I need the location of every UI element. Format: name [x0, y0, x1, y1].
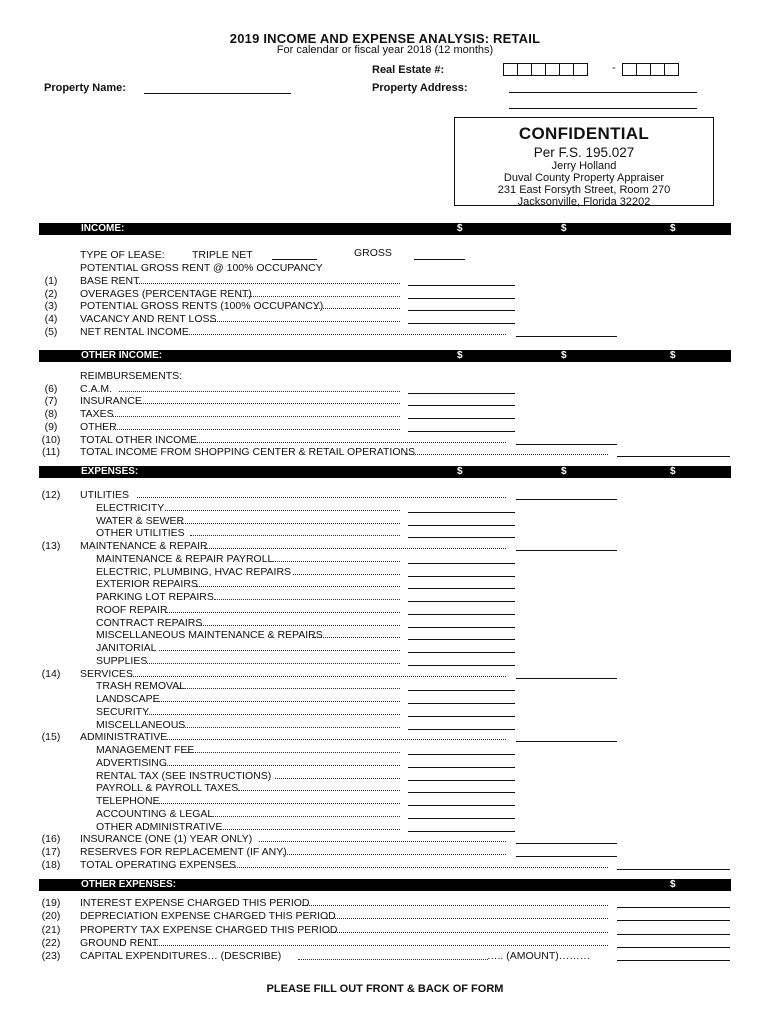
line-number: (18) [41, 858, 61, 871]
amount-field[interactable] [408, 627, 515, 628]
amount-field[interactable] [408, 652, 515, 653]
form-line [0, 859, 770, 872]
leader-dots [167, 732, 506, 740]
amount-field[interactable] [516, 444, 617, 445]
amount-field[interactable] [408, 639, 515, 640]
amount-field[interactable] [408, 805, 515, 806]
col2-dollar: $ [561, 350, 567, 361]
form-line [0, 421, 770, 434]
amount-field[interactable] [516, 550, 617, 551]
amount-field[interactable] [617, 947, 730, 948]
line-label: UTILITIES [80, 489, 130, 501]
leader-dots [147, 707, 400, 715]
form-line [0, 833, 770, 846]
form-line [0, 910, 770, 923]
property-name-field[interactable] [144, 93, 291, 94]
leader-dots [113, 422, 401, 430]
amount-field[interactable] [408, 690, 515, 691]
form-line [0, 808, 770, 821]
re-digit-box[interactable] [622, 63, 637, 76]
line-label: OTHER UTILITIES [96, 527, 185, 540]
amount-field[interactable] [516, 678, 617, 679]
line-number: (19) [41, 897, 61, 909]
amount-field[interactable] [408, 525, 515, 526]
line-label: TRASH REMOVAL [96, 680, 186, 693]
amount-field[interactable] [408, 703, 515, 704]
line-label: VACANCY AND RENT LOSS [80, 313, 217, 326]
form-line [0, 795, 770, 808]
line-number: (13) [41, 540, 61, 552]
re-digit-box[interactable] [545, 63, 560, 76]
gross-field[interactable] [414, 259, 465, 260]
other-income-label: OTHER INCOME: [81, 350, 163, 361]
real-estate-suffix-boxes[interactable] [622, 63, 678, 76]
leader-dots [119, 384, 400, 392]
leader-dots [196, 618, 400, 626]
line-label: PAYROLL & PAYROLL TAXES [96, 782, 239, 795]
form-line [0, 719, 770, 732]
line-label: MAINTENANCE & REPAIR [80, 540, 208, 552]
other-income-section-header [39, 350, 731, 362]
line-number: (12) [41, 489, 61, 501]
appraiser-name: Jerry Holland [551, 160, 617, 172]
amount-field[interactable] [408, 601, 515, 602]
leader-dots [177, 720, 400, 728]
line-label: TOTAL OTHER INCOME [80, 433, 198, 446]
line-number: (20) [41, 910, 61, 923]
property-address-label: Property Address: [372, 82, 468, 94]
form-line [0, 693, 770, 706]
footer-instruction: PLEASE FILL OUT FRONT & BACK OF FORM [266, 983, 504, 995]
amount-field[interactable] [408, 310, 515, 311]
re-digit-box[interactable] [636, 63, 651, 76]
amount-field[interactable] [408, 393, 515, 394]
leader-dots [405, 447, 608, 455]
leader-dots [147, 656, 400, 664]
form-line [0, 668, 770, 681]
leader-dots [283, 847, 506, 855]
leader-dots [220, 822, 400, 830]
line-label: PROPERTY TAX EXPENSE CHARGED THIS PERIOD [80, 923, 338, 936]
confidential-heading: CONFIDENTIAL [518, 124, 650, 143]
line-label: OVERAGES (PERCENTAGE RENT) [80, 287, 252, 300]
line-label: INSURANCE (ONE (1) YEAR ONLY) [80, 833, 253, 846]
lease-type-label: TYPE OF LEASE: [80, 249, 165, 261]
col3-dollar: $ [670, 879, 676, 890]
line-label: CAPITAL EXPENDITURES… (DESCRIBE) [80, 950, 282, 963]
confidential-box [454, 117, 714, 206]
amount-field[interactable] [408, 780, 515, 781]
line-label: MISCELLANEOUS [96, 718, 186, 731]
col1-dollar: $ [457, 350, 463, 361]
leader-dots [208, 809, 400, 817]
leader-dots [113, 409, 401, 417]
appraiser-street: 231 East Forsyth Street, Room 270 [497, 184, 671, 196]
line-label: TOTAL OPERATING EXPENSES [80, 858, 236, 871]
form-line [0, 527, 770, 540]
real-estate-label: Real Estate #: [372, 64, 445, 76]
line-number: (5) [44, 325, 58, 338]
leader-dots [153, 796, 400, 804]
property-name-label: Property Name: [44, 82, 126, 94]
line-label: OTHER [80, 420, 117, 433]
line-number: (6) [44, 382, 58, 395]
amount-field[interactable] [617, 934, 730, 935]
amount-field[interactable] [408, 614, 515, 615]
leader-dots [293, 567, 400, 575]
line-label: MANAGEMENT FEE [96, 744, 195, 756]
line-number: (11) [42, 446, 60, 459]
amount-field[interactable] [617, 869, 730, 870]
form-line [0, 489, 770, 502]
line-number: (9) [44, 420, 58, 433]
line-number: (17) [41, 846, 61, 858]
line-label: ACCOUNTING & LEGAL [96, 807, 214, 820]
line-number: (3) [44, 300, 58, 313]
leader-dots [137, 276, 400, 284]
form-line [0, 782, 770, 795]
line-number: (1) [44, 275, 58, 287]
form-line [0, 924, 770, 937]
form-line [0, 566, 770, 579]
leader-dots [186, 327, 506, 335]
amount-field[interactable] [408, 792, 515, 793]
re-digit-box[interactable] [573, 63, 588, 76]
form-line [0, 370, 770, 383]
amount-field[interactable] [408, 512, 515, 513]
other-expenses-label: OTHER EXPENSES: [81, 879, 177, 890]
line-label: TELEPHONE [96, 795, 160, 807]
leader-dots [177, 516, 400, 524]
leader-dots [177, 681, 400, 689]
line-label: C.A.M. [80, 382, 113, 395]
amount-field[interactable] [408, 831, 515, 832]
amount-field[interactable] [516, 856, 617, 857]
line-number: (2) [44, 287, 58, 300]
amount-field[interactable] [408, 767, 515, 768]
form-line [0, 604, 770, 617]
leader-dots [131, 669, 506, 677]
income-label: INCOME: [81, 223, 125, 234]
leader-dots [302, 898, 608, 906]
form-title: 2019 INCOME AND EXPENSE ANALYSIS: RETAIL [229, 31, 541, 46]
leader-dots [204, 541, 506, 549]
form-line [0, 744, 770, 757]
leader-dots [190, 528, 401, 536]
line-label: EXTERIOR REPAIRS [96, 578, 198, 591]
amount-field[interactable] [516, 741, 617, 742]
amount-field[interactable] [408, 323, 515, 324]
leader-dots [165, 605, 400, 613]
form-line [0, 846, 770, 859]
col3-dollar: $ [670, 223, 676, 234]
amount-field[interactable] [408, 418, 515, 419]
form-line [0, 540, 770, 553]
capex-amount-field[interactable] [617, 960, 730, 961]
line-number: (10) [41, 433, 61, 446]
amount-field[interactable] [408, 665, 515, 666]
amount-field[interactable] [408, 729, 515, 730]
leader-dots [137, 490, 506, 498]
leader-dots [228, 860, 608, 868]
amount-field[interactable] [516, 843, 617, 844]
form-line [0, 553, 770, 566]
line-number: (23) [41, 950, 61, 963]
line-number: (8) [44, 408, 58, 421]
line-number: (21) [41, 923, 61, 936]
line-number: (16) [41, 833, 61, 846]
line-label: OTHER ADMINISTRATIVE [96, 820, 223, 833]
amount-field[interactable] [408, 576, 515, 577]
re-digit-box[interactable] [531, 63, 546, 76]
leader-dots [210, 314, 400, 322]
re-digit-box[interactable] [517, 63, 532, 76]
form-line [0, 288, 770, 301]
amount-field[interactable] [408, 298, 515, 299]
amount-field[interactable] [617, 907, 730, 908]
amount-field[interactable] [408, 588, 515, 589]
amount-field[interactable] [408, 563, 515, 564]
form-line [0, 757, 770, 770]
leader-dots [238, 783, 400, 791]
line-label: MISCELLANEOUS MAINTENANCE & REPAIRS [96, 629, 323, 642]
line-number: (15) [41, 731, 61, 744]
leader-dots [183, 745, 400, 753]
amount-field[interactable] [516, 499, 617, 500]
form-line [0, 408, 770, 421]
leader-dots [326, 925, 608, 933]
gross-label: GROSS [354, 247, 392, 259]
other-expenses-section-header [39, 879, 731, 891]
line-label: DEPRECIATION EXPENSE CHARGED THIS PERIOD [80, 910, 336, 923]
form-line [0, 313, 770, 326]
line-label: RESERVES FOR REPLACEMENT (IF ANY) [80, 846, 287, 858]
line-number: (4) [44, 313, 58, 326]
form-subtitle: For calendar or fiscal year 2018 (12 months) [276, 44, 494, 56]
re-digit-box[interactable] [664, 63, 679, 76]
leader-dots [192, 435, 506, 443]
line-label: ADVERTISING [96, 756, 167, 769]
line-label: RENTAL TAX (SEE INSTRUCTIONS) [96, 769, 272, 782]
form-line [0, 578, 770, 591]
amount-field[interactable] [408, 754, 515, 755]
leader-dots [241, 289, 400, 297]
form-line [0, 821, 770, 834]
line-number: (14) [41, 667, 61, 680]
form-line [0, 434, 770, 447]
line-label: SUPPLIES [96, 654, 148, 667]
line-label: JANITORIAL [96, 642, 157, 654]
leader-dots [314, 301, 400, 309]
leader-dots [165, 503, 400, 511]
leader-dots [312, 630, 401, 638]
appraiser-office: Duval County Property Appraiser [503, 172, 665, 184]
form-line [0, 446, 770, 459]
form-line [0, 770, 770, 783]
form-line [0, 300, 770, 313]
line-label: BASE RENT [80, 275, 140, 287]
line-label: ADMINISTRATIVE [80, 731, 168, 744]
leader-dots [159, 643, 400, 651]
line-label: ROOF REPAIR [96, 603, 168, 616]
amount-field[interactable] [408, 818, 515, 819]
leader-dots [259, 834, 506, 842]
col1-dollar: $ [457, 223, 463, 234]
expenses-label: EXPENSES: [81, 466, 139, 477]
triple-net-field[interactable] [272, 259, 317, 260]
form-line [0, 655, 770, 668]
line-label: TAXES [80, 408, 114, 421]
re-digit-box[interactable] [503, 63, 518, 76]
col3-dollar: $ [670, 350, 676, 361]
triple-net-label: TRIPLE NET [192, 249, 253, 261]
form-line [0, 731, 770, 744]
form-line [0, 629, 770, 642]
line-label: MAINTENANCE & REPAIR PAYROLL [96, 552, 274, 565]
line-label: SERVICES [80, 667, 133, 680]
real-estate-number-boxes[interactable] [503, 63, 587, 76]
line-label: ELECTRIC, PLUMBING, HVAC REPAIRS [96, 565, 292, 578]
form-line [0, 706, 770, 719]
form-line [0, 502, 770, 515]
line-label: GROUND RENT [80, 936, 159, 949]
amount-field[interactable] [408, 716, 515, 717]
form-line [0, 275, 770, 288]
capex-amount-label: ….. (AMOUNT)……… [487, 950, 591, 963]
line-number: (22) [41, 936, 61, 949]
appraiser-city: Jacksonville, Florida 32202 [517, 196, 651, 208]
line-label: NET RENTAL INCOME [80, 325, 189, 338]
re-digit-box[interactable] [559, 63, 574, 76]
form-line [0, 617, 770, 630]
amount-field[interactable] [408, 285, 515, 286]
form-line [0, 937, 770, 950]
property-address-field-2[interactable] [509, 108, 697, 109]
line-label: SECURITY [96, 705, 150, 718]
leader-dots [326, 911, 608, 919]
col3-dollar: $ [670, 466, 676, 477]
line-label: PARKING LOT REPAIRS [96, 591, 214, 603]
amount-field[interactable] [617, 456, 730, 457]
form-line [0, 897, 770, 910]
col2-dollar: $ [561, 466, 567, 477]
leader-dots [149, 938, 608, 946]
line-label: LANDSCAPE [96, 693, 160, 705]
line-label: INSURANCE [80, 395, 142, 408]
income-section-header [39, 223, 731, 235]
amount-field[interactable] [516, 336, 617, 337]
form-line [0, 383, 770, 396]
amount-field[interactable] [617, 920, 730, 921]
line-label: REIMBURSEMENTS: [80, 370, 183, 382]
leader-dots [196, 579, 400, 587]
re-digit-box[interactable] [650, 63, 665, 76]
leader-dots [137, 396, 400, 404]
line-label: INTEREST EXPENSE CHARGED THIS PERIOD [80, 897, 310, 909]
line-label: WATER & SEWER [96, 514, 185, 527]
leader-dots [165, 758, 400, 766]
statute-reference: Per F.S. 195.027 [533, 145, 635, 160]
form-line [0, 591, 770, 604]
form-line [0, 515, 770, 528]
form-line [0, 642, 770, 655]
line-number: (7) [44, 395, 58, 408]
real-estate-dash: - [612, 62, 616, 74]
leader-dots [214, 592, 400, 600]
col1-dollar: $ [457, 466, 463, 477]
capex-description-field[interactable] [298, 959, 488, 960]
line-label: CONTRACT REPAIRS [96, 616, 203, 629]
leader-dots [269, 554, 400, 562]
amount-field[interactable] [408, 537, 515, 538]
form-line [0, 326, 770, 339]
leader-dots [275, 771, 400, 779]
form-line [0, 395, 770, 408]
potential-gross-rent-label: POTENTIAL GROSS RENT @ 100% OCCUPANCY [80, 262, 323, 274]
col2-dollar: $ [561, 223, 567, 234]
amount-field[interactable] [408, 405, 515, 406]
leader-dots [153, 694, 400, 702]
line-label: TOTAL INCOME FROM SHOPPING CENTER & RETAIL OPERATIONS [80, 446, 416, 459]
line-label: POTENTIAL GROSS RENTS (100% OCCUPANCY) [80, 300, 324, 313]
expenses-section-header [39, 466, 731, 478]
amount-field[interactable] [408, 431, 515, 432]
property-address-field-1[interactable] [509, 92, 697, 93]
form-line [0, 680, 770, 693]
line-label: ELECTRICITY [96, 501, 165, 514]
